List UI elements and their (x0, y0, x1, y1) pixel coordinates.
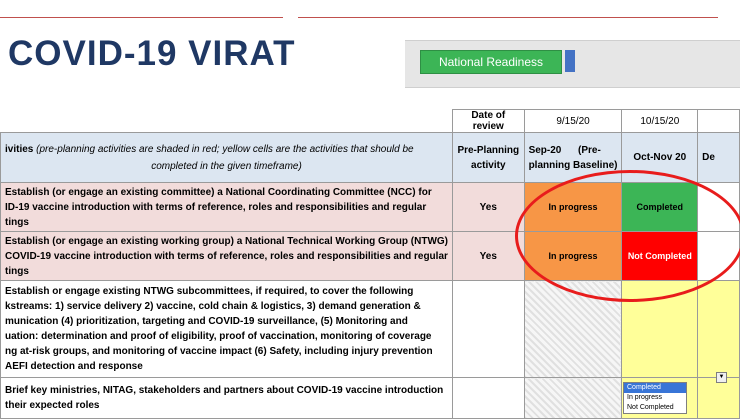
activity-cell[interactable] (1, 281, 453, 378)
header-preplanning-line-2: activity (471, 159, 506, 171)
date-label[interactable]: Date of review (453, 110, 525, 133)
cell-empty[interactable] (1, 110, 453, 133)
header-sep[interactable] (524, 133, 622, 183)
activity-line: tings (5, 216, 29, 228)
activity-line: AEFI detection and response (5, 361, 143, 372)
sheet-tab-next[interactable] (565, 50, 575, 72)
header-oct[interactable]: Oct-Nov 20 (622, 133, 698, 183)
chevron-down-icon[interactable]: ▼ (716, 372, 727, 383)
decorative-line-left (0, 17, 283, 18)
header-sep-line-1: Sep-20 (Pre- (528, 144, 601, 156)
status-cell-hatched[interactable] (524, 281, 622, 378)
activity-cell[interactable] (1, 183, 453, 232)
dropdown-option[interactable]: Not Completed (627, 404, 674, 411)
activity-line: Establish (or engage an existing working group) a National Technical Working Group (NTWG) (5, 235, 448, 247)
header-dec[interactable]: De (698, 133, 740, 183)
status-in-progress[interactable]: In progress (524, 183, 622, 232)
dropdown-option[interactable]: Completed (624, 383, 686, 393)
activity-cell[interactable] (1, 232, 453, 281)
preplanning-cell[interactable] (453, 378, 525, 419)
status-in-progress[interactable]: In progress (524, 232, 622, 281)
readiness-table (0, 109, 740, 419)
slide-title: COVID-19 VIRAT (8, 34, 296, 73)
date-2[interactable]: 10/15/20 (622, 110, 698, 133)
cell-empty[interactable] (698, 183, 740, 232)
status-cell-yellow[interactable] (698, 281, 740, 378)
sheet-tab-national-readiness[interactable]: National Readiness (420, 50, 562, 74)
table-row (1, 281, 740, 378)
activity-line: Establish (or engage an existing committee) a National Coordinating Committee (NCC) for (5, 186, 432, 198)
activity-line: kstreams: 1) service delivery 2) vaccine, cold chain & logistics, 3) demand generation & (5, 301, 421, 312)
header-sep-line-2: planning Baseline) (528, 159, 618, 171)
header-activities-prefix: ivities (5, 143, 34, 155)
header-row (1, 133, 740, 183)
header-activities[interactable] (1, 133, 453, 183)
status-dropdown[interactable] (623, 382, 687, 414)
cell-empty[interactable] (698, 110, 740, 133)
date-1[interactable]: 9/15/20 (524, 110, 622, 133)
decorative-line-right (298, 17, 718, 18)
date-row (1, 110, 740, 133)
activity-line: uation: determination and proof of eligibility, proof of vaccination, monitoring of coverage (5, 331, 432, 342)
status-cell-yellow[interactable] (698, 378, 740, 419)
activity-line: Brief key ministries, NITAG, stakeholders and partners about COVID-19 vaccine introduction (5, 385, 444, 396)
activity-line: Establish or engage existing NTWG subcommittees, if required, to cover the following (5, 286, 414, 297)
preplanning-cell[interactable]: Yes (453, 232, 525, 281)
header-preplanning-line-1: Pre-Planning (457, 144, 520, 156)
activity-line: munication (4) prioritization, targeting and COVID-19 surveillance, (5) Monitoring and (5, 316, 408, 327)
activity-line: ID-19 vaccine introduction with terms of reference, roles and responsibilities and regular (5, 201, 427, 213)
dropdown-option[interactable]: In progress (627, 394, 663, 401)
preplanning-cell[interactable] (453, 281, 525, 378)
activity-cell[interactable] (1, 378, 453, 419)
preplanning-cell[interactable]: Yes (453, 183, 525, 232)
table-row (1, 183, 740, 232)
spreadsheet (0, 109, 740, 419)
header-preplanning[interactable] (453, 133, 525, 183)
status-not-completed[interactable]: Not Completed (622, 232, 698, 281)
cell-empty[interactable] (698, 232, 740, 281)
status-cell-yellow[interactable] (622, 281, 698, 378)
activity-line: their expected roles (5, 400, 100, 411)
table-row (1, 232, 740, 281)
activity-line: ng at-risk groups, and monitoring of vaccine impact (6) Safety, including injury prevention (5, 346, 433, 357)
status-completed[interactable]: Completed (622, 183, 698, 232)
status-cell-hatched[interactable] (524, 378, 622, 419)
header-note-line-2: completed in the given timeframe) (151, 160, 302, 172)
header-note-line-1: (pre-planning activities are shaded in red; yellow cells are the activities that should be (36, 143, 414, 155)
activity-line: COVID-19 vaccine introduction with terms of reference, roles and responsibilities and regular (5, 250, 448, 262)
activity-line: tings (5, 265, 29, 277)
